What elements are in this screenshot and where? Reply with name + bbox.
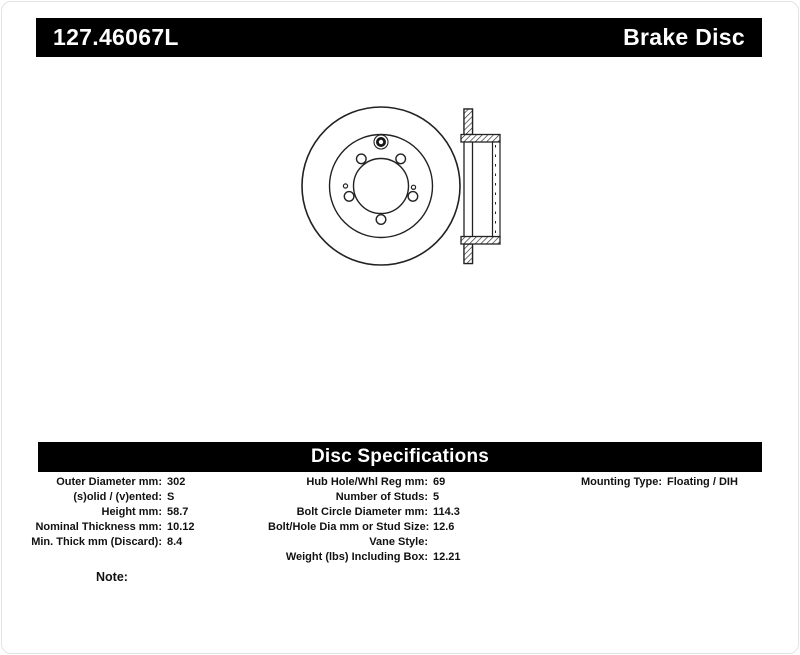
hub-hole (354, 159, 409, 214)
spec-value: 302 (167, 476, 186, 488)
hat-flange-bottom (461, 237, 500, 245)
spec-column-3 (522, 475, 738, 490)
spec-value: Floating / DIH (667, 476, 738, 488)
spec-column-1 (27, 475, 195, 550)
header-bar (36, 18, 762, 57)
spec-label: Nominal Thickness mm: (35, 521, 162, 533)
spec-value: 114.3 (433, 506, 460, 518)
hat-flange-top (461, 135, 500, 143)
spec-value (428, 535, 433, 550)
spec-row-number-of-studs (268, 490, 461, 505)
spec-value: 12.21 (433, 551, 461, 563)
spec-label: Height mm: (101, 506, 162, 518)
spec-row-bolt-circle-diameter (268, 505, 461, 520)
spec-label: Hub Hole/Whl Reg mm: (306, 476, 428, 488)
disc-side-section-view (461, 109, 500, 264)
spec-row-outer-diameter (27, 475, 195, 490)
spec-label: Number of Studs: (335, 491, 428, 503)
hat-face (493, 142, 501, 237)
spec-value: S (167, 491, 175, 503)
spec-row-vane-style (268, 535, 461, 550)
product-type-title: Brake Disc (623, 24, 745, 50)
part-number: 127.46067L (53, 24, 179, 50)
spec-label: Vane Style: (369, 536, 428, 548)
spec-row-hub-hole (268, 475, 461, 490)
spec-row-height (27, 505, 195, 520)
spec-row-min-thick (27, 535, 195, 550)
spec-value: 58.7 (167, 506, 189, 518)
note-label: Note: (96, 570, 128, 584)
spec-value: 69 (433, 476, 446, 488)
index-hole-center (379, 140, 383, 144)
spec-label: Min. Thick mm (Discard): (31, 536, 162, 548)
disc-front-view (302, 107, 460, 265)
spec-label: Outer Diameter mm: (56, 476, 162, 488)
rotor-edge-hatch-bottom (464, 244, 473, 264)
spec-row-bolt-hole-dia (268, 520, 461, 535)
spec-label: Bolt/Hole Dia mm or Stud Size: (268, 521, 430, 533)
spec-column-2 (268, 475, 461, 565)
spec-value: 5 (433, 491, 440, 503)
spec-section-title: Disc Specifications (310, 446, 490, 467)
spec-label: Bolt Circle Diameter mm: (296, 506, 428, 518)
spec-label: Weight (lbs) Including Box: (285, 551, 428, 563)
spec-row-weight (268, 550, 461, 565)
spec-row-nominal-thickness (27, 520, 195, 535)
spec-row-solid-vented (27, 490, 195, 505)
brake-disc-technical-drawing (280, 90, 530, 280)
spec-row-mounting-type (522, 475, 738, 490)
spec-value: 10.12 (167, 521, 195, 533)
spec-value: 8.4 (167, 536, 183, 548)
spec-section-bar (38, 442, 762, 472)
spec-value: 12.6 (433, 521, 455, 533)
spec-label: (s)olid / (v)ented: (73, 491, 162, 503)
spec-label: Mounting Type: (580, 476, 662, 488)
rotor-edge-hatch-top (464, 109, 473, 135)
